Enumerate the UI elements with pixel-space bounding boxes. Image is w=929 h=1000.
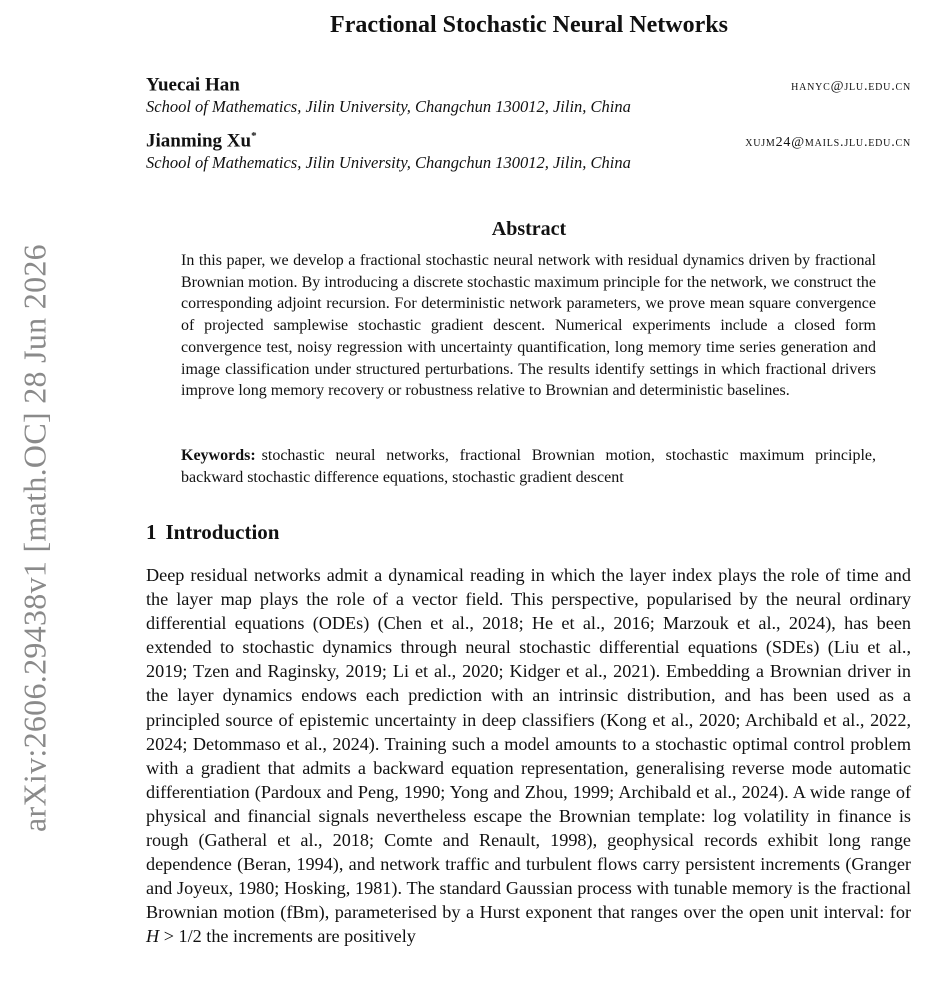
keywords — [181, 445, 876, 488]
keywords-label: Keywords: — [181, 447, 256, 464]
arxiv-sidebar — [0, 0, 60, 1000]
arxiv-identifier: arXiv:2606.29438v1 [math.OC] 28 Jun 2026 — [16, 244, 53, 832]
introduction-text: Deep residual networks admit a dynamical reading in which the layer index plays the role of time and the layer map plays the role of a vector field. This perspective, popularised by the neural ordinary differential equations (ODEs) (Chen et al., 2018; He et al., 2016; Marzouk et al., 2024), has been extended to stochastic dynamics through neural stochastic differential equations (SDEs) (Liu et al., 2019; Tzen and Raginsky, 2019; Li et al., 2020; Kidger et al., 2021). Embedding a Brownian driver in the layer dynamics endows each prediction with an intrinsic distribution, and has been used as a principled source of epistemic uncertainty in deep classifiers (Kong et al., 2020; Archibald et al., 2022, 2024; Detommaso et al., 2024). Training such a model amounts to a stochastic optimal control problem with a gradient that admits a backward equation representation, generalising reverse mode automatic differentiation (Pardoux and Peng, 1990; Yong and Zhou, 1999; Archibald et al., 2024). A wide range of physical and financial signals nevertheless escape the Brownian template: log volatility in finance is rough (Gatheral et al., 2018; Comte and Renault, 1998), geophysical records exhibit long range dependence (Beran, 1994), and network traffic and turbulent flows carry persistent increments (Granger and Joyeux, 1980; Hosking, 1981). The standard Gaussian process with tunable memory is the fractional Brownian motion (fBm), parameterised by a Hurst exponent that ranges over the open unit interval: for H > 1/2 the increments are positively — [146, 565, 911, 947]
corresponding-author-marker: * — [251, 130, 257, 142]
paper-title: Fractional Stochastic Neural Networks — [330, 12, 728, 38]
section-heading — [146, 520, 279, 545]
hurst-symbol: H — [146, 926, 160, 947]
author-affiliation: School of Mathematics, Jilin University, Changchun 130012, Jilin, China — [146, 153, 631, 173]
author-block-2 — [146, 130, 911, 173]
abstract-heading: Abstract — [491, 218, 567, 240]
section-title: Introduction — [165, 520, 280, 544]
section-number: 1 — [146, 520, 157, 544]
abstract-text: In this paper, we develop a fractional stochastic neural network with residual dynamics driven by fractional Brownian motion. By introducing a discrete stochastic maximum principle for the network, we construct the corresponding adjoint recursion. For deterministic network parameters, we prove mean square convergence of projected samplewise stochastic gradient descent. Numerical experiments include a closed form convergence test, noisy regression with uncertainty quantification, long memory time series generation and image classification under structured perturbations. The results identify settings in which fractional drivers improve long memory recovery or robustness relative to Brownian and deterministic baselines. — [181, 252, 876, 400]
author-block-1 — [146, 74, 911, 117]
keywords-text: stochastic neural networks, fractional Brownian motion, stochastic maximum principle, backward stochastic difference equations, stochastic gradient descent — [181, 447, 876, 486]
author-name: Jianming Xu* — [146, 130, 257, 152]
author-name: Yuecai Han — [146, 74, 240, 96]
author-email[interactable]: hanyc@jlu.edu.cn — [791, 79, 911, 95]
author-affiliation: School of Mathematics, Jilin University, Changchun 130012, Jilin, China — [146, 97, 631, 117]
author-email[interactable]: xujm24@mails.jlu.edu.cn — [745, 135, 911, 151]
